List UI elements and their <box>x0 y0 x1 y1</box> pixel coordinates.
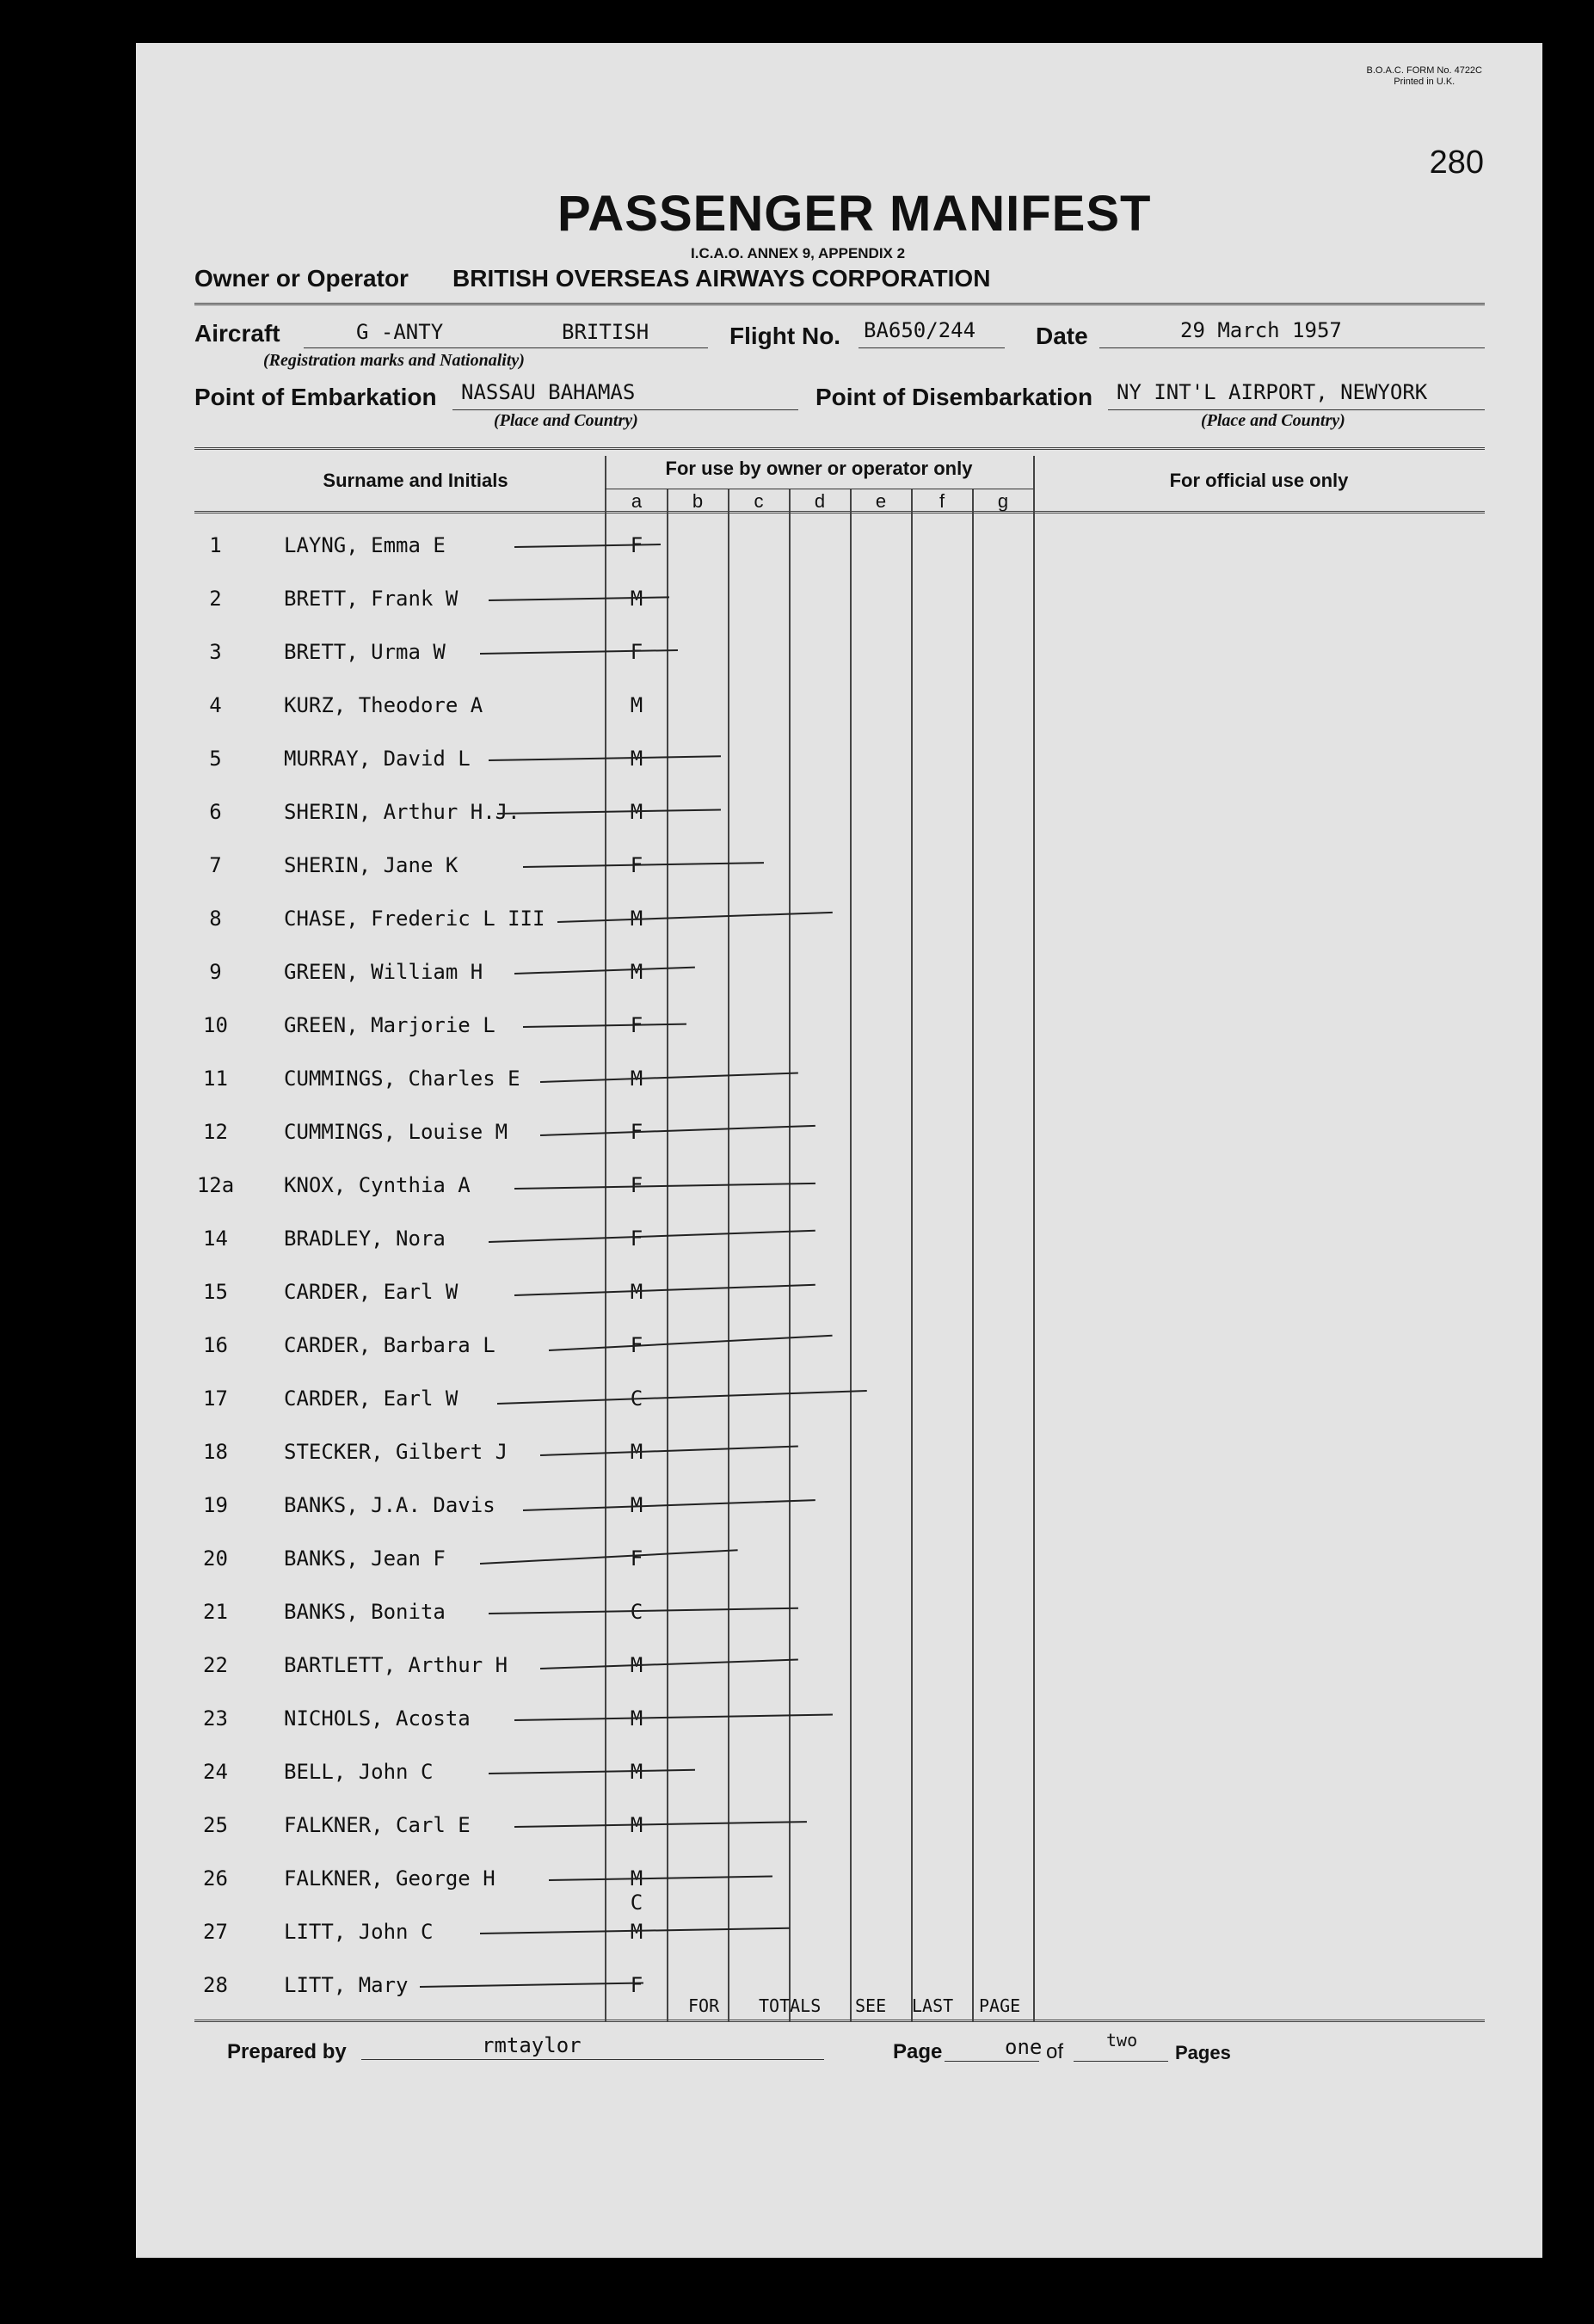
form-number <box>1367 65 1482 88</box>
totals-word: PAGE <box>979 1995 1021 2016</box>
passenger-name: KNOX, Cynthia A <box>284 1173 471 1197</box>
row-number: 7 <box>209 853 222 877</box>
passenger-sex: M C <box>630 1866 643 1915</box>
table-row <box>136 747 996 800</box>
manifest-sheet <box>136 43 1542 2258</box>
passenger-sex: C <box>630 1386 643 1411</box>
table-row <box>136 1013 996 1067</box>
table-row <box>136 1600 996 1653</box>
passenger-name: BRADLEY, Nora <box>284 1227 446 1251</box>
passenger-sex: M <box>630 1813 643 1837</box>
table-row <box>136 1067 996 1120</box>
table-row <box>136 587 996 640</box>
flight-label: Flight No. <box>729 323 841 349</box>
passenger-name: GREEN, Marjorie L <box>284 1013 495 1037</box>
table-row <box>136 693 996 747</box>
table-row <box>136 1333 996 1386</box>
disembark-value: NY INT'L AIRPORT, NEWYORK <box>1117 380 1428 404</box>
table-row <box>136 1120 996 1173</box>
table-row <box>136 1760 996 1813</box>
embark-value: NASSAU BAHAMAS <box>461 380 636 404</box>
row-number: 26 <box>203 1866 228 1891</box>
passenger-sex: M <box>630 1067 643 1091</box>
page-of: of <box>1046 2040 1064 2063</box>
row-number: 28 <box>203 1973 228 1997</box>
divider <box>194 303 1485 305</box>
col-b-header: b <box>692 490 704 512</box>
passenger-name: KURZ, Theodore A <box>284 693 483 717</box>
row-number: 9 <box>209 960 222 984</box>
passenger-name: BRETT, Urma W <box>284 640 446 664</box>
aircraft-label: Aircraft <box>194 320 280 347</box>
row-number: 1 <box>209 533 222 557</box>
table-bottom-line <box>194 2020 1485 2022</box>
passenger-name: BRETT, Frank W <box>284 587 459 611</box>
passenger-sex: M <box>630 960 643 984</box>
passenger-name: BARTLETT, Arthur H <box>284 1653 508 1677</box>
col-c-header: c <box>754 490 764 512</box>
table-row <box>136 1813 996 1866</box>
passenger-name: CARDER, Earl W <box>284 1280 459 1304</box>
passenger-name: CHASE, Frederic L III <box>284 907 545 931</box>
row-number: 25 <box>203 1813 228 1837</box>
passenger-sex: M <box>630 800 643 824</box>
table-row <box>136 1866 996 1920</box>
printed-note: Printed in U.K. <box>1394 77 1456 87</box>
table-row <box>136 1280 996 1333</box>
page-current-underline <box>945 2061 1039 2062</box>
table-row <box>136 1546 996 1600</box>
row-number: 20 <box>203 1546 228 1571</box>
passenger-name: LAYNG, Emma E <box>284 533 446 557</box>
table-row <box>136 960 996 1013</box>
page-subtitle: I.C.A.O. ANNEX 9, APPENDIX 2 <box>691 245 906 261</box>
row-number: 10 <box>203 1013 228 1037</box>
passenger-name: GREEN, William H <box>284 960 483 984</box>
embark-underline <box>452 409 798 410</box>
passenger-name: FALKNER, Carl E <box>284 1813 471 1837</box>
passenger-name: SHERIN, Arthur H.J. <box>284 800 520 824</box>
passenger-name: LITT, Mary <box>284 1973 409 1997</box>
row-number: 2 <box>209 587 222 611</box>
passenger-sex: M <box>630 1280 643 1304</box>
header-bottom-line <box>194 511 1485 513</box>
passenger-sex: F <box>630 1973 643 1997</box>
totals-word: LAST <box>912 1995 954 2016</box>
row-number: 11 <box>203 1067 228 1091</box>
col-line-official <box>1033 456 1035 2021</box>
surname-header: Surname and Initials <box>323 470 508 491</box>
passenger-name: BELL, John C <box>284 1760 434 1784</box>
date-underline <box>1099 347 1485 348</box>
embark-note: (Place and Country) <box>494 411 638 430</box>
table-row <box>136 1706 996 1760</box>
disembark-note: (Place and Country) <box>1201 411 1345 430</box>
passenger-name: SHERIN, Jane K <box>284 853 459 877</box>
row-number: 17 <box>203 1386 228 1411</box>
table-row <box>136 1920 996 1973</box>
row-number: 21 <box>203 1600 228 1624</box>
page-total-underline <box>1074 2061 1168 2062</box>
row-number: 18 <box>203 1440 228 1464</box>
official-use-header: For official use only <box>1169 470 1349 491</box>
page-current: one <box>1005 2035 1043 2059</box>
row-number: 5 <box>209 747 222 771</box>
page-number: 280 <box>1429 144 1484 181</box>
passenger-name: BANKS, Bonita <box>284 1600 446 1624</box>
passenger-name: CARDER, Barbara L <box>284 1333 495 1357</box>
table-row <box>136 800 996 853</box>
form-number-text: B.O.A.C. FORM No. 4722C <box>1366 65 1482 76</box>
passenger-sex: C <box>630 1600 643 1624</box>
flight-value: BA650/244 <box>864 318 976 342</box>
passenger-name: CARDER, Earl W <box>284 1386 459 1411</box>
passenger-name: LITT, John C <box>284 1920 434 1944</box>
passenger-name: CUMMINGS, Louise M <box>284 1120 508 1144</box>
page-title: PASSENGER MANIFEST <box>557 186 1152 242</box>
prepared-label: Prepared by <box>227 2040 347 2063</box>
disembark-underline <box>1108 409 1485 410</box>
page-label: Page <box>893 2040 943 2063</box>
owner-label: Owner or Operator <box>194 265 409 292</box>
page-total: two <box>1106 2030 1138 2050</box>
passenger-sex: F <box>630 533 643 557</box>
passenger-sex: M <box>630 1920 643 1944</box>
passenger-sex: M <box>630 1706 643 1731</box>
date-value: 29 March 1957 <box>1180 318 1342 342</box>
col-e-header: e <box>875 490 887 512</box>
passenger-sex: M <box>630 693 643 717</box>
passenger-sex: F <box>630 640 643 664</box>
divider <box>194 447 1485 450</box>
row-number: 16 <box>203 1333 228 1357</box>
prepared-value: rmtaylor <box>482 2033 582 2057</box>
table-row <box>136 533 996 587</box>
row-number: 24 <box>203 1760 228 1784</box>
table-row <box>136 907 996 960</box>
col-g-header: g <box>997 490 1009 512</box>
passenger-sex: F <box>630 853 643 877</box>
table-row <box>136 1173 996 1227</box>
passenger-sex: M <box>630 1493 643 1517</box>
passenger-name: BANKS, J.A. Davis <box>284 1493 495 1517</box>
row-number: 6 <box>209 800 222 824</box>
col-d-header: d <box>814 490 826 512</box>
prepared-underline <box>361 2059 824 2060</box>
passenger-sex: M <box>630 1653 643 1677</box>
passenger-name: FALKNER, George H <box>284 1866 495 1891</box>
passenger-sex: F <box>630 1333 643 1357</box>
embark-label: Point of Embarkation <box>194 384 437 410</box>
passenger-sex: M <box>630 587 643 611</box>
passenger-name: MURRAY, David L <box>284 747 471 771</box>
col-f-header: f <box>939 490 945 512</box>
passenger-sex: M <box>630 747 643 771</box>
table-row <box>136 640 996 693</box>
passenger-sex: M <box>630 907 643 931</box>
totals-word: SEE <box>855 1995 887 2016</box>
table-row <box>136 1227 996 1280</box>
row-number: 15 <box>203 1280 228 1304</box>
col-a-header: a <box>631 490 643 512</box>
passenger-sex: F <box>630 1173 643 1197</box>
owner-value: BRITISH OVERSEAS AIRWAYS CORPORATION <box>452 265 991 292</box>
totals-word: TOTALS <box>759 1995 822 2016</box>
row-number: 27 <box>203 1920 228 1944</box>
passenger-sex: F <box>630 1227 643 1251</box>
flight-underline <box>859 347 1005 348</box>
aircraft-underline <box>304 347 708 348</box>
row-number: 12 <box>203 1120 228 1144</box>
totals-word: FOR <box>688 1995 720 2016</box>
table-row <box>136 1653 996 1706</box>
passenger-sex: M <box>630 1440 643 1464</box>
passenger-name: NICHOLS, Acosta <box>284 1706 471 1731</box>
passenger-sex: F <box>630 1013 643 1037</box>
row-number: 22 <box>203 1653 228 1677</box>
row-number: 12a <box>196 1173 235 1197</box>
passenger-name: CUMMINGS, Charles E <box>284 1067 520 1091</box>
aircraft-registration: G -ANTY <box>356 320 444 344</box>
table-row <box>136 853 996 907</box>
pages-label: Pages <box>1175 2042 1231 2063</box>
row-number: 4 <box>209 693 222 717</box>
aircraft-nationality: BRITISH <box>562 320 649 344</box>
row-number: 19 <box>203 1493 228 1517</box>
date-label: Date <box>1036 323 1088 349</box>
row-number: 14 <box>203 1227 228 1251</box>
passenger-name: STECKER, Gilbert J <box>284 1440 508 1464</box>
row-number: 8 <box>209 907 222 931</box>
table-row <box>136 1386 996 1440</box>
registration-note: (Registration marks and Nationality) <box>263 351 525 370</box>
row-number: 3 <box>209 640 222 664</box>
passenger-sex: F <box>630 1120 643 1144</box>
table-row <box>136 1493 996 1546</box>
passenger-sex: M <box>630 1760 643 1784</box>
owner-use-header: For use by owner or operator only <box>665 458 973 479</box>
row-number: 23 <box>203 1706 228 1731</box>
disembark-label: Point of Disembarkation <box>815 384 1093 410</box>
passenger-sex: F <box>630 1546 643 1571</box>
passenger-name: BANKS, Jean F <box>284 1546 446 1571</box>
table-row <box>136 1440 996 1493</box>
